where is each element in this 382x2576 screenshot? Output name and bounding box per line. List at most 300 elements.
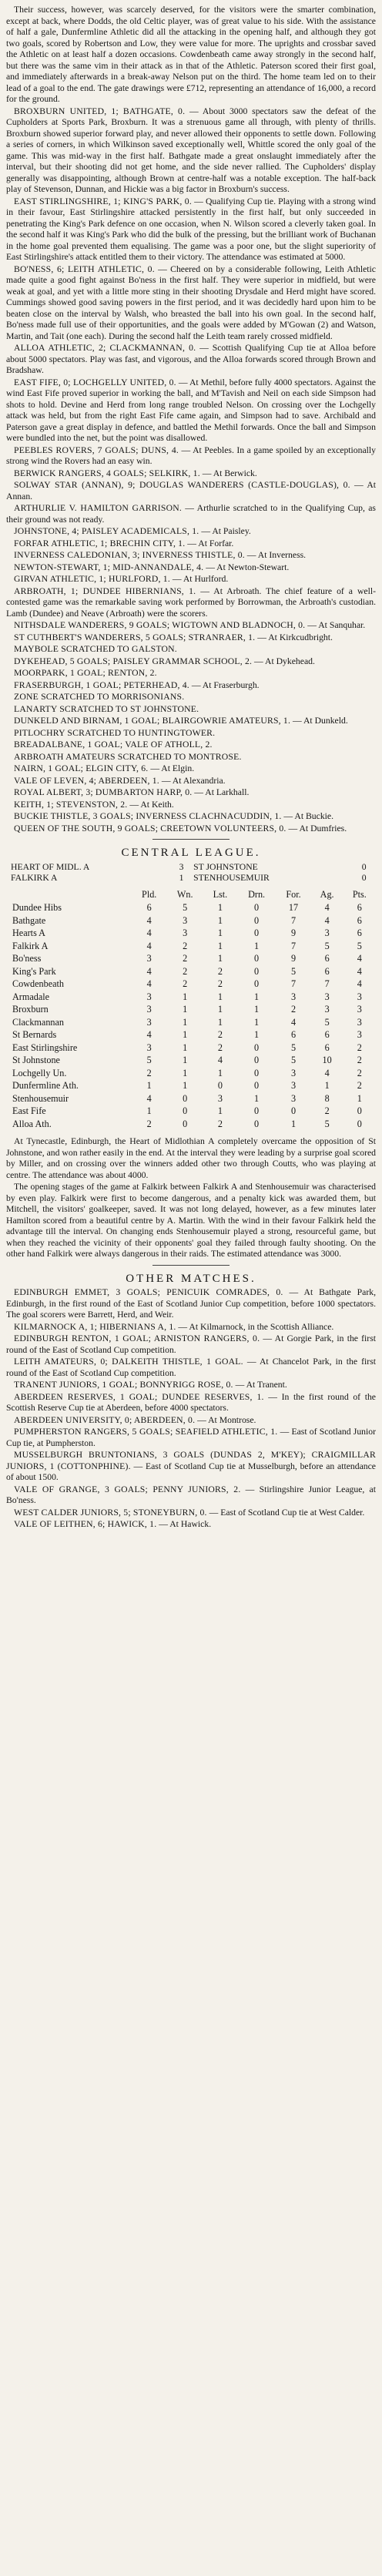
report-heading: PITLOCHRY SCRATCHED TO HUNTINGTOWER. bbox=[14, 727, 216, 738]
table-cell: 3 bbox=[146, 1004, 152, 1015]
report-body: At Tranent. bbox=[246, 1380, 287, 1390]
report-body: At Berwick. bbox=[213, 468, 257, 478]
table-cell: 7 bbox=[324, 978, 330, 989]
table-cell: 7 bbox=[290, 978, 297, 989]
table-cell: 5 bbox=[357, 940, 362, 951]
report-heading: ARTHURLIE V. HAMILTON GARRISON. bbox=[14, 503, 182, 513]
table-cell: 1 bbox=[183, 991, 188, 1002]
table-cell: 0 bbox=[254, 1055, 260, 1065]
match-report: INVERNESS CALEDONIAN, 3; INVERNESS THISTLE, 0. — At Inverness. bbox=[14, 550, 307, 560]
club-name: Dundee Hibs bbox=[12, 902, 62, 913]
report-body: Scottish Qualifying Cup tie at Alloa before about 5000 spectators. Play was fast, and vigorous, and the Alloa forwards scored through Brown and Bradshaw. bbox=[6, 343, 376, 375]
table-row bbox=[6, 1041, 376, 1055]
report-body: At Dykehead. bbox=[265, 656, 315, 666]
report-heading: MOORPARK, 1 GOAL; RENTON, 2. bbox=[14, 668, 157, 678]
table-cell: 3 bbox=[183, 914, 188, 926]
report-body: At Gorgie Park, in the first round of the East of Scotland Cup competition. bbox=[6, 1333, 376, 1355]
table-row bbox=[6, 1067, 376, 1080]
table-cell: 1 bbox=[324, 1080, 330, 1091]
table-cell: 1 bbox=[183, 1067, 188, 1078]
match-report: EDINBURGH EMMET, 3 GOALS; PENICUIK COMRADES, 0. — At Bathgate Park, Edinburgh, in the first round of the East of Scotland Junior Cup competition, before 1000 spectators. The goal scorers were Barrett, Herd, and Weir. bbox=[6, 1287, 377, 1320]
report-heading: FRASERBURGH, 1 GOAL; PETERHEAD, 4. bbox=[14, 679, 189, 690]
league-note: The opening stages of the game at Falkirk between Falkirk A and Stenhousemuir was characterised by even play. Falkirk were first to become dangerous, and a penalty kick was awarded them, but Mitchell, the visitors' goalkeeper, saved. It was not long delayed, however, as a few minutes later Hamilton scored from a beautiful centre by A. Martin. With the wind in their favour Falkirk held the advantage till the interval. On changing ends Stenhousemuir played a strong, resourceful game, but when they reached the vicinity of their opponents' goal they failed through faulty shooting. On the other hand Falkirk were always dangerous in their raids. The estimated attendance was 3000. bbox=[6, 1182, 376, 1259]
report-heading: BUCKIE THISTLE, 3 GOALS; INVERNESS CLACHNACUDDIN, 1. bbox=[14, 811, 282, 821]
table-cell: 1 bbox=[217, 991, 223, 1002]
table-cell: 0 bbox=[254, 914, 260, 926]
table-cell: 3 bbox=[146, 953, 152, 964]
table-row bbox=[6, 927, 376, 940]
table-cell: 1 bbox=[254, 1029, 260, 1040]
report-heading: VALE OF LEITHEN, 6; HAWICK, 1. bbox=[14, 1519, 157, 1529]
table-cell: 3 bbox=[290, 1080, 297, 1091]
report-body: Cheered on by a considerable following, Leith Athletic made quite a good fight against Bo'ness in the first half. They were superior in midfield, but were weak at goal, and yet with a little more sting in their shooting Drysdale and Herd might have scored. Cummings showed good saving powers in the first period, and it was decidedly hard upon him to be beaten close on the interval by Walsh, who breasted the ball into his own goal. In the second half, Bo'ness made full use of their opportunities, and the goals were added by M'Gowan (2) and Watson, Martin, and Tait (one each). During the second half the Leith team rarely crossed midfield. bbox=[6, 263, 376, 341]
table-row bbox=[6, 991, 376, 1004]
table-cell: 8 bbox=[324, 1092, 330, 1104]
report-body: At Methil, before fully 4000 spectators. Against the wind East Fife proved superior in working the ball, and M'Tavish and Neil on each side Simpson had shots to hold. Devine and Herd from long range troubled Nelson. On crossing over the Lochgelly attack was held, but from the right East Fife came again, and Simpson had to save. Archibald and Paterson gave a great display in defence, and battled the Methil forwards. Once the ball and Simpson were bundled into the net, but the point was disallowed. bbox=[6, 377, 376, 443]
table-cell: 2 bbox=[183, 965, 188, 977]
report-body: East of Scotland Junior Cup tie, at Pumpherston. bbox=[6, 1427, 376, 1448]
table-cell: 4 bbox=[146, 914, 152, 926]
report-heading: ARBROATH, 1; DUNDEE HIBERNIANS, 1. bbox=[14, 585, 196, 596]
column-header-club bbox=[6, 889, 132, 902]
fixture-away: ST JOHNSTONE bbox=[193, 861, 258, 872]
club-name: Falkirk A bbox=[12, 940, 49, 951]
column-header: Drn. bbox=[248, 888, 266, 900]
report-heading: INVERNESS CALEDONIAN, 3; INVERNESS THISTLE, 0. bbox=[14, 550, 245, 560]
report-body: At Inverness. bbox=[257, 550, 307, 560]
club-name: Bathgate bbox=[12, 914, 46, 926]
table-cell: 5 bbox=[183, 902, 188, 913]
report-heading: PEEBLES ROVERS, 7 GOALS; DUNS, 4. bbox=[14, 444, 179, 455]
match-report: DYKEHEAD, 5 GOALS; PAISLEY GRAMMAR SCHOOL, 2. — At Dykehead. bbox=[14, 656, 315, 666]
column-header: Lst. bbox=[213, 888, 228, 900]
table-cell: 2 bbox=[183, 978, 188, 989]
report-body: At Hawick. bbox=[169, 1519, 212, 1529]
report-heading: DUNKELD AND BIRNAM, 1 GOAL; BLAIRGOWRIE AMATEURS, 1. bbox=[14, 716, 291, 726]
report-body: At Larkhall. bbox=[205, 787, 250, 797]
report-body: At Chancelot Park, in the first round of the East of Scotland Cup competition. bbox=[6, 1357, 376, 1378]
table-cell: 1 bbox=[217, 1105, 223, 1116]
table-cell: 17 bbox=[288, 902, 299, 913]
report-heading: NEWTON-STEWART, 1; MID-ANNANDALE, 4. bbox=[14, 562, 204, 572]
report-heading: MUSSELBURGH BRUNTONIANS, 3 GOALS (DUNDAS 2, M'KEY); CRAIGMILLAR JUNIORS, 1 (COTTONPHINE). bbox=[6, 1450, 376, 1471]
report-heading: DYKEHEAD, 5 GOALS; PAISLEY GRAMMAR SCHOOL, 2. bbox=[14, 656, 253, 666]
table-cell: 1 bbox=[217, 953, 223, 964]
table-cell: 4 bbox=[146, 978, 152, 989]
report-heading: ALLOA ATHLETIC, 2; CLACKMANNAN, 0. bbox=[14, 343, 196, 353]
report-heading: VALE OF LEVEN, 4; ABERDEEN, 1. bbox=[14, 775, 159, 786]
match-report bbox=[6, 692, 376, 703]
table-cell: 6 bbox=[357, 902, 362, 913]
report-body: At Kilmarnock, in the Scottish Alliance. bbox=[189, 1321, 334, 1332]
column-header: Ag. bbox=[320, 888, 334, 900]
table-cell: 4 bbox=[290, 1016, 297, 1028]
table-cell: 0 bbox=[254, 978, 260, 989]
report-heading: ST CUTHBERT'S WANDERERS, 5 GOALS; STRANRAER, 1. bbox=[14, 632, 256, 642]
match-report bbox=[6, 704, 376, 716]
table-cell: 3 bbox=[357, 1016, 362, 1028]
table-cell: 1 bbox=[183, 1016, 188, 1028]
match-report: ROYAL ALBERT, 3; DUMBARTON HARP, 0. — At Larkhall. bbox=[14, 787, 250, 797]
report-heading: JOHNSTONE, 4; PAISLEY ACADEMICALS, 1. bbox=[14, 526, 199, 536]
match-report: VALE OF LEITHEN, 6; HAWICK, 1. — At Hawick. bbox=[14, 1519, 212, 1529]
table-cell: 2 bbox=[217, 978, 223, 989]
table-cell: 3 bbox=[290, 991, 297, 1002]
match-report bbox=[6, 644, 376, 656]
table-cell: 0 bbox=[254, 1080, 260, 1091]
club-name: Hearts A bbox=[12, 927, 45, 938]
table-cell: 0 bbox=[254, 953, 260, 964]
club-name: Cowdenbeath bbox=[12, 978, 65, 989]
table-cell: 5 bbox=[324, 1118, 330, 1129]
report-body: At Arbroath. The chief feature of a well-contested game was the remarkable saving work performed by Borrowman, the Arbroath's custodian. Lamb (Dundee) and Neave (Arbroath) were the scorers. bbox=[6, 585, 376, 619]
table-cell: 1 bbox=[217, 914, 223, 926]
table-cell: 6 bbox=[324, 953, 330, 964]
report-body: At Buckie. bbox=[294, 811, 334, 821]
match-report: BERWICK RANGERS, 4 GOALS; SELKIRK, 1. — At Berwick. bbox=[14, 468, 257, 478]
table-cell: 5 bbox=[290, 1055, 297, 1065]
table-cell: 5 bbox=[324, 1016, 330, 1028]
table-cell: 4 bbox=[146, 1092, 152, 1104]
table-cell: 4 bbox=[324, 914, 330, 926]
report-body: Qualifying Cup tie. Playing with a strong wind in their favour, East Stirlingshire attacked persistently in the first half, but only succeeded in penetrating the King's Park defence on one occasion, when N. Wilson scored a cleverly taken goal. In the second half it was King's Park who did the bulk of the pressing, but the brilliant work of Buchanan in the home goal prevented them equalising. The game was a poor one, but the slight superiority of East Stirlingshire's attack entitled them to their victory. The attendance was estimated at 5000. bbox=[6, 196, 377, 262]
fixture-home: FALKIRK A bbox=[11, 873, 58, 883]
table-cell: 1 bbox=[254, 940, 260, 951]
report-heading: KILMARNOCK A, 1; HIBERNIANS A, 1. bbox=[14, 1321, 176, 1332]
table-cell: 3 bbox=[146, 1016, 152, 1028]
table-cell: 6 bbox=[357, 927, 362, 938]
match-report: VALE OF GRANGE, 3 GOALS; PENNY JUNIORS, 2. — Stirlingshire Junior League, at Bo'ness. bbox=[6, 1484, 376, 1505]
match-report bbox=[6, 668, 376, 679]
report-heading: EAST STIRLINGSHIRE, 1; KING'S PARK, 0. bbox=[14, 196, 192, 206]
fixture-away: STENHOUSEMUIR bbox=[193, 873, 270, 883]
table-cell: 5 bbox=[324, 940, 330, 951]
table-cell: 2 bbox=[183, 953, 188, 964]
match-report: ABERDEEN UNIVERSITY, 0; ABERDEEN, 0. — At Montrose. bbox=[14, 1414, 256, 1425]
club-name: East Stirlingshire bbox=[12, 1041, 78, 1053]
table-row bbox=[6, 1028, 376, 1041]
report-heading: WEST CALDER JUNIORS, 5; STONEYBURN, 0. bbox=[14, 1507, 207, 1518]
match-report: GIRVAN ATHLETIC, 1; HURLFORD, 1. — At Hurlford. bbox=[14, 574, 229, 584]
club-name: Stenhousemuir bbox=[12, 1092, 69, 1104]
fixture-home-goals: 1 bbox=[179, 873, 184, 883]
report-heading: MAYBOLE SCRATCHED TO GALSTON. bbox=[14, 644, 177, 654]
fixture-away-goals: 0 bbox=[361, 873, 367, 883]
match-report: PEEBLES ROVERS, 7 GOALS; DUNS, 4. — At Peebles. In a game spoiled by an exceptionally strong wind the Rovers had an easy win. bbox=[6, 444, 377, 466]
match-report: KILMARNOCK A, 1; HIBERNIANS A, 1. — At Kilmarnock, in the Scottish Alliance. bbox=[14, 1321, 334, 1332]
report-body: At Dunkeld. bbox=[303, 716, 348, 726]
report-body: At Bathgate Park, Edinburgh, in the first round of the East of Scotland Junior Cup competition, before 1000 spectators. The goal scorers were Barrett, Herd, and Weir. bbox=[6, 1287, 377, 1320]
match-report: ST CUTHBERT'S WANDERERS, 5 GOALS; STRANRAER, 1. — At Kirkcudbright. bbox=[14, 632, 333, 642]
table-cell: 0 bbox=[357, 1105, 362, 1116]
match-report: ALLOA ATHLETIC, 2; CLACKMANNAN, 0. — Scottish Qualifying Cup tie at Alloa before about 5000 spectators. Play was fast, and vigorous, and the Alloa forwards scored through Brown and Bradshaw. bbox=[6, 343, 376, 375]
column-header: Pts. bbox=[352, 888, 367, 900]
table-cell: 0 bbox=[254, 1067, 260, 1078]
match-report bbox=[6, 752, 376, 763]
report-body: At Newton-Stewart. bbox=[216, 562, 290, 572]
report-heading: QUEEN OF THE SOUTH, 9 GOALS; CREETOWN VOLUNTEERS, 0. bbox=[14, 823, 286, 834]
table-row bbox=[6, 1079, 376, 1092]
report-body: East of Scotland Cup tie at Musselburgh, before an attendance of about 1500. bbox=[6, 1461, 376, 1482]
table-row bbox=[6, 1016, 376, 1029]
league-note: At Tynecastle, Edinburgh, the Heart of Midlothian A completely overcame the opposition of St Johnstone, and won rather easily in the end. At the interval they were leading by a surprise goal scored by Miller, and on crossing over the winners added other two through Coutts, who was playing at centre. The attendance was about 4000. bbox=[6, 1136, 376, 1180]
report-body: At Fraserburgh. bbox=[202, 679, 260, 690]
table-cell: 4 bbox=[146, 940, 152, 951]
table-row bbox=[6, 901, 376, 914]
table-cell: 2 bbox=[217, 1041, 223, 1053]
club-name: Lochgelly Un. bbox=[12, 1067, 67, 1078]
section-divider bbox=[152, 1265, 230, 1266]
table-cell: 1 bbox=[254, 1004, 260, 1015]
club-name: East Fife bbox=[12, 1105, 46, 1116]
table-cell: 6 bbox=[357, 914, 362, 926]
table-cell: 0 bbox=[183, 1105, 188, 1116]
table-cell: 1 bbox=[183, 1004, 188, 1015]
club-name: Armadale bbox=[12, 991, 50, 1002]
match-report: EAST FIFE, 0; LOCHGELLY UNITED, 0. — At Methil, before fully 4000 spectators. Against the wind East Fife proved superior in working the ball, and M'Tavish and Neil on each side Simpson had shots to hold. Devine and Herd from long range troubled Nelson. On crossing over the Lochgelly attack was held, but from the right East Fife came again, and Simpson had to save. Archibald and Paterson gave a great display in defence, and battled the Methil forwards. Once the ball and Simpson were bundled into the net, but the point was disallowed. bbox=[6, 377, 376, 443]
report-body: At Paisley. bbox=[212, 526, 251, 536]
table-cell: 2 bbox=[357, 1067, 362, 1078]
other-matches-list bbox=[6, 1287, 376, 1531]
table-cell: 1 bbox=[217, 940, 223, 951]
report-heading: BERWICK RANGERS, 4 GOALS; SELKIRK, 1. bbox=[14, 468, 200, 478]
match-report: WEST CALDER JUNIORS, 5; STONEYBURN, 0. — East of Scotland Cup tie at West Calder. bbox=[14, 1507, 365, 1518]
table-cell: 7 bbox=[290, 914, 297, 926]
section-divider bbox=[152, 839, 230, 840]
report-body: At Dumfries. bbox=[299, 823, 347, 834]
match-report: PUMPHERSTON RANGERS, 5 GOALS; SEAFIELD ATHLETIC, 1. — East of Scotland Junior Cup tie, at Pumpherston. bbox=[6, 1427, 376, 1448]
table-cell: 0 bbox=[254, 902, 260, 913]
report-heading: EDINBURGH RENTON, 1 GOAL; ARNISTON RANGERS, 0. bbox=[14, 1333, 260, 1343]
table-cell: 2 bbox=[146, 1067, 152, 1078]
table-cell: 2 bbox=[324, 1105, 330, 1116]
table-cell: 3 bbox=[146, 991, 152, 1002]
match-report: ARTHURLIE V. HAMILTON GARRISON. — Arthurlie scratched to in the Qualifying Cup, as their ground was not ready. bbox=[6, 503, 376, 525]
table-cell: 1 bbox=[217, 927, 223, 938]
table-cell: 4 bbox=[146, 1029, 152, 1040]
match-report: SOLWAY STAR (ANNAN), 9; DOUGLAS WANDERERS (CASTLE-DOUGLAS), 0. — At Annan. bbox=[6, 480, 376, 501]
club-name: Clackmannan bbox=[12, 1016, 65, 1028]
report-heading: GIRVAN ATHLETIC, 1; HURLFORD, 1. bbox=[14, 574, 170, 584]
report-heading: BREADALBANE, 1 GOAL; VALE OF ATHOLL, 2. bbox=[14, 740, 213, 750]
table-cell: 4 bbox=[357, 978, 362, 989]
match-report: QUEEN OF THE SOUTH, 9 GOALS; CREETOWN VOLUNTEERS, 0. — At Dumfries. bbox=[14, 823, 347, 834]
table-cell: 2 bbox=[290, 1004, 297, 1015]
match-report: EAST STIRLINGSHIRE, 1; KING'S PARK, 0. — Qualifying Cup tie. Playing with a strong wind in their favour, East Stirlingshire attacked persistently in the first half, but only succeeded in penetrating the King's Park defence on one occasion, when N. Wilson scored a cleverly taken goal. In the second half it was King's Park who did the bulk of the pressing, but the brilliant work of Buchanan in the home goal prevented them equalising. The game was a poor one, but the slight superiority of East Stirlingshire's attack entitled them to their victory. The attendance was estimated at 5000. bbox=[6, 196, 377, 262]
fixture-home: HEART OF MIDL. A bbox=[11, 861, 90, 872]
table-cell: 1 bbox=[357, 1092, 362, 1104]
match-report: KEITH, 1; STEVENSTON, 2. — At Keith. bbox=[14, 799, 174, 810]
table-cell: 1 bbox=[254, 1092, 260, 1104]
report-heading: LEITH AMATEURS, 0; DALKEITH THISTLE, 1 GOAL. bbox=[14, 1357, 243, 1367]
table-cell: 3 bbox=[183, 927, 188, 938]
club-name: Bo'ness bbox=[12, 953, 42, 964]
table-cell: 1 bbox=[217, 1067, 223, 1078]
column-header: For. bbox=[286, 888, 301, 900]
table-cell: 3 bbox=[357, 991, 362, 1002]
table-cell: 9 bbox=[290, 953, 297, 964]
report-heading: VALE OF GRANGE, 3 GOALS; PENNY JUNIORS, 2. bbox=[14, 1484, 241, 1494]
table-cell: 0 bbox=[254, 1041, 260, 1053]
table-cell: 6 bbox=[324, 1029, 330, 1040]
column-header: Pld. bbox=[142, 888, 157, 900]
report-heading: ABERDEEN UNIVERSITY, 0; ABERDEEN, 0. bbox=[14, 1414, 196, 1425]
table-cell: 0 bbox=[357, 1118, 362, 1129]
report-heading: FORFAR ATHLETIC, 1; BRECHIN CITY, 1. bbox=[14, 538, 186, 548]
table-cell: 1 bbox=[290, 1118, 297, 1129]
table-cell: 3 bbox=[324, 991, 330, 1002]
table-cell: 0 bbox=[290, 1105, 297, 1116]
table-cell: 3 bbox=[290, 1067, 297, 1078]
report-body: At Hurlford. bbox=[183, 574, 229, 584]
table-cell: 2 bbox=[217, 1029, 223, 1040]
report-body: At Montrose. bbox=[208, 1414, 256, 1425]
table-cell: 4 bbox=[357, 965, 362, 977]
report-heading: SOLWAY STAR (ANNAN), 9; DOUGLAS WANDERERS (CASTLE-DOUGLAS), 0. bbox=[14, 480, 350, 490]
table-cell: 2 bbox=[357, 1055, 362, 1065]
central-league-fixtures bbox=[6, 862, 376, 884]
match-report: NITHSDALE WANDERERS, 9 GOALS; WIGTOWN AND BLADNOCH, 0. — At Sanquhar. bbox=[14, 620, 366, 630]
table-cell: 3 bbox=[146, 1041, 152, 1053]
league-table-header bbox=[6, 889, 376, 902]
central-league-notes bbox=[6, 1136, 376, 1260]
table-cell: 4 bbox=[357, 953, 362, 964]
table-cell: 1 bbox=[183, 1041, 188, 1053]
table-cell: 1 bbox=[146, 1105, 152, 1116]
table-row bbox=[6, 940, 376, 953]
report-body: At Kirkcudbright. bbox=[268, 632, 333, 642]
league-table-body bbox=[6, 901, 376, 1130]
table-cell: 1 bbox=[254, 991, 260, 1002]
table-cell: 10 bbox=[322, 1055, 332, 1065]
table-cell: 2 bbox=[217, 965, 223, 977]
table-cell: 1 bbox=[217, 1004, 223, 1015]
report-heading: TRANENT JUNIORS, 1 GOAL; BONNYRIGG ROSE, 0. bbox=[14, 1380, 233, 1390]
table-cell: 0 bbox=[183, 1118, 188, 1129]
club-name: Dunfermline Ath. bbox=[12, 1080, 79, 1091]
match-report: BUCKIE THISTLE, 3 GOALS; INVERNESS CLACHNACUDDIN, 1. — At Buckie. bbox=[14, 811, 334, 821]
report-heading: BROXBURN UNITED, 1; BATHGATE, 0. bbox=[14, 106, 186, 116]
report-heading: BO'NESS, 6; LEITH ATHLETIC, 0. bbox=[14, 263, 155, 274]
table-cell: 4 bbox=[146, 927, 152, 938]
column-header: Wn. bbox=[176, 888, 193, 900]
table-row bbox=[6, 1054, 376, 1067]
table-cell: 1 bbox=[183, 1029, 188, 1040]
other-matches-title: OTHER MATCHES. bbox=[126, 1272, 256, 1285]
club-name: Broxburn bbox=[12, 1004, 49, 1015]
report-heading: NITHSDALE WANDERERS, 9 GOALS; WIGTOWN AND BLADNOCH, 0. bbox=[14, 620, 306, 630]
table-cell: 2 bbox=[183, 940, 188, 951]
table-cell: 6 bbox=[290, 1029, 297, 1040]
table-cell: 5 bbox=[290, 965, 297, 977]
table-cell: 3 bbox=[324, 1004, 330, 1015]
match-report: LEITH AMATEURS, 0; DALKEITH THISTLE, 1 GOAL. — At Chancelot Park, in the first round of the East of Scotland Cup competition. bbox=[6, 1357, 376, 1378]
fixture-home-goals: 3 bbox=[179, 861, 184, 872]
table-cell: 4 bbox=[324, 902, 330, 913]
table-cell: 2 bbox=[357, 1080, 362, 1091]
table-cell: 6 bbox=[324, 1041, 330, 1053]
report-heading: NAIRN, 1 GOAL; ELGIN CITY, 6. bbox=[14, 763, 149, 773]
table-cell: 7 bbox=[290, 940, 297, 951]
report-heading: ARBROATH AMATEURS SCRATCHED TO MONTROSE. bbox=[14, 751, 242, 762]
club-name: St Bernards bbox=[12, 1029, 57, 1040]
table-cell: 1 bbox=[146, 1080, 152, 1091]
table-cell: 0 bbox=[254, 1105, 260, 1116]
table-cell: 0 bbox=[183, 1092, 188, 1104]
report-heading: ZONE SCRATCHED TO MORRISONIANS. bbox=[14, 692, 185, 702]
table-cell: 6 bbox=[324, 965, 330, 977]
fixture-line bbox=[6, 862, 376, 874]
match-report: ABERDEEN RESERVES, 1 GOAL; DUNDEE RESERVES, 1. — In the first round of the Scottish Reserve Cup tie at Aberdeen, before 4000 spectators. bbox=[6, 1391, 376, 1413]
table-row bbox=[6, 952, 376, 965]
intro-paragraph: Their success, however, was scarcely deserved, for the visitors were the smarter combination, except at back, where Dodds, the old Celtic player, was of great value to his side. With the assistance of half a gale, Dunfermline Athletic did all the attacking in the opening half, and although they got two goals, scored by Robertson and Low, they were value for more. The uprights and crossbar saved the Athletic on at least half a dozen occasions. Cowdenbeath came away strongly in the second half, but there was the same vim in their attack as in that of the Athletic. Paterson scored their first goal, and immediately afterwards in a break-away Nelson put on the third. The home team led on to their lead of a goal to the end. The gate drawings were £712, representing an attendance of 16,000, a record for the ground. bbox=[6, 5, 376, 104]
report-heading: EDINBURGH EMMET, 3 GOALS; PENICUIK COMRADES, 0. bbox=[14, 1287, 283, 1297]
match-reports bbox=[6, 106, 376, 835]
report-body: About 3000 spectators saw the defeat of the Cupholders at Sports Park, Broxburn. It was a strenuous game all through, with plenty of thrills. Broxburn showed superior forward play, and never allowed their opponents to settle down. Following a series of corners, in which Wilkinson saved exceptionally well, Whittle scored the only goal of the game. This was mid-way in the first half. Bathgate made a great onslaught immediately after the interval, but their shooting did not get home, and the side never rallied. The Cupholders' display generally was disappointing, although Brown at centre-half was a notable exception. The half-back play of Stevenson, Dunnan, and Hickie was a big factor in Broxburn's success. bbox=[6, 106, 377, 194]
table-row bbox=[6, 978, 376, 991]
table-cell: 5 bbox=[146, 1055, 152, 1065]
match-report: ARBROATH, 1; DUNDEE HIBERNIANS, 1. — At Arbroath. The chief feature of a well-contested game was the remarkable saving work performed by Borrowman, the Arbroath's custodian. Lamb (Dundee) and Neave (Arbroath) were the scorers. bbox=[6, 585, 376, 619]
report-heading: EAST FIFE, 0; LOCHGELLY UNITED, 0. bbox=[14, 377, 176, 387]
report-body: At Sanquhar. bbox=[318, 620, 366, 630]
table-cell: 3 bbox=[357, 1004, 362, 1015]
table-cell: 2 bbox=[217, 1118, 223, 1129]
report-heading: KEITH, 1; STEVENSTON, 2. bbox=[14, 799, 128, 810]
table-cell: 3 bbox=[357, 1029, 362, 1040]
match-report bbox=[6, 728, 376, 740]
match-report: FORFAR ATHLETIC, 1; BRECHIN CITY, 1. — At Forfar. bbox=[14, 538, 234, 548]
table-cell: 0 bbox=[254, 1118, 260, 1129]
club-name: Alloa Ath. bbox=[12, 1118, 52, 1129]
match-report: NEWTON-STEWART, 1; MID-ANNANDALE, 4. — At Newton-Stewart. bbox=[14, 562, 290, 572]
report-body: In the first round of the Scottish Reserve Cup tie at Aberdeen, before 4000 spectators. bbox=[6, 1391, 376, 1413]
table-cell: 0 bbox=[254, 965, 260, 977]
table-cell: 0 bbox=[254, 927, 260, 938]
central-league-title: CENTRAL LEAGUE. bbox=[121, 847, 261, 859]
match-report bbox=[6, 740, 376, 751]
match-report: TRANENT JUNIORS, 1 GOAL; BONNYRIGG ROSE, 0. — At Tranent. bbox=[14, 1380, 287, 1390]
table-cell: 6 bbox=[146, 902, 152, 913]
league-table bbox=[6, 889, 376, 1131]
report-heading: ABERDEEN RESERVES, 1 GOAL; DUNDEE RESERVES, 1. bbox=[14, 1391, 264, 1402]
table-cell: 4 bbox=[146, 965, 152, 977]
report-heading: ROYAL ALBERT, 3; DUMBARTON HARP, 0. bbox=[14, 787, 193, 797]
table-cell: 3 bbox=[324, 927, 330, 938]
table-cell: 2 bbox=[357, 1041, 362, 1053]
table-row bbox=[6, 1105, 376, 1118]
table-cell: 4 bbox=[217, 1055, 223, 1065]
table-cell: 1 bbox=[183, 1055, 188, 1065]
match-report: JOHNSTONE, 4; PAISLEY ACADEMICALS, 1. — At Paisley. bbox=[14, 526, 251, 536]
match-report: NAIRN, 1 GOAL; ELGIN CITY, 6. — At Elgin. bbox=[14, 763, 195, 773]
table-row bbox=[6, 1003, 376, 1016]
table-row bbox=[6, 965, 376, 978]
table-row bbox=[6, 914, 376, 927]
club-name: St Johnstone bbox=[12, 1055, 60, 1065]
table-cell: 3 bbox=[290, 1092, 297, 1104]
table-cell: 0 bbox=[217, 1080, 223, 1091]
report-body: Stirlingshire Junior League, at Bo'ness. bbox=[6, 1484, 376, 1505]
report-body: At Elgin. bbox=[161, 763, 195, 773]
fixture-away-goals: 0 bbox=[361, 861, 367, 872]
report-body: East of Scotland Cup tie at West Calder. bbox=[220, 1507, 365, 1518]
table-cell: 2 bbox=[146, 1118, 152, 1129]
match-report: BO'NESS, 6; LEITH ATHLETIC, 0. — Cheered on by a considerable following, Leith Athletic made quite a good fight against Bo'ness in the first half. They were superior in midfield, but were weak at goal, and yet with a little more sting in their shooting Drysdale and Herd might have scored. Cummings showed good saving powers in the first period, and it was decidedly hard upon him to be beaten close on the interval by Walsh, who breasted the ball into his own goal. In the second half, Bo'ness made full use of their opportunities, and the goals were added by M'Gowan (2) and Watson, Martin, and Tait (one each). During the second half the Leith team rarely crossed midfield. bbox=[6, 263, 376, 341]
report-heading: PUMPHERSTON RANGERS, 5 GOALS; SEAFIELD ATHLETIC, 1. bbox=[14, 1427, 278, 1437]
fixture-line bbox=[6, 873, 376, 884]
report-heading: LANARTY SCRATCHED TO ST JOHNSTONE. bbox=[14, 703, 199, 714]
match-report: VALE OF LEVEN, 4; ABERDEEN, 1. — At Alexandria. bbox=[14, 775, 226, 786]
